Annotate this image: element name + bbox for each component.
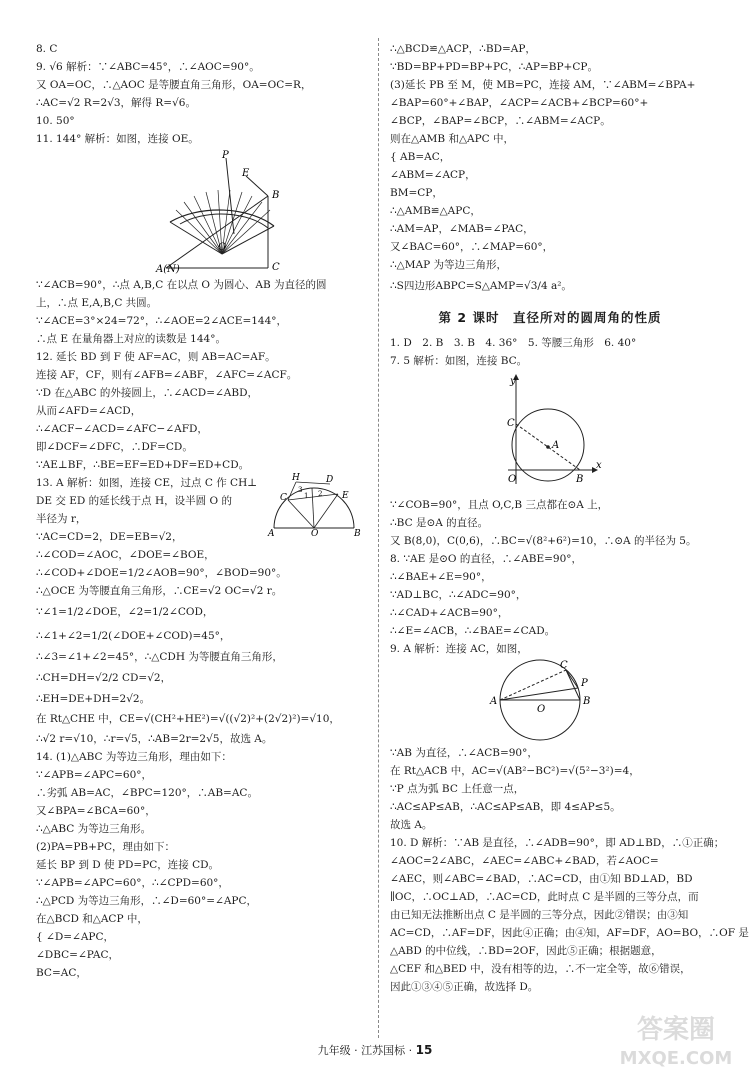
answer-line: 则在△AMB 和△APC 中， — [390, 133, 515, 145]
answer-line: ∴∠ACF−∠ACD=∠AFC−∠AFD， — [36, 423, 208, 435]
answer-line: ∠BAP=60°+∠BAP，∠ACP=∠ACB+∠BCP=60°+ — [390, 97, 649, 109]
answer-line: ∴△MAP 为等边三角形， — [390, 259, 507, 271]
answer-line: 即∠DCF=∠DFC，∴DF=CD。 — [36, 441, 193, 453]
answer-line: ∴∠BAE+∠E=90°， — [390, 571, 492, 583]
answer-line: 14. (1)△ABC 为等边三角形，理由如下： — [36, 751, 232, 763]
angle-1: 1 — [304, 492, 309, 500]
answer-line: 10. 50° — [36, 115, 75, 127]
label-x: x — [596, 460, 602, 471]
protractor-figure — [36, 150, 366, 275]
answer-line: ∠ABM=∠ACP， — [390, 169, 476, 181]
answer-line: 半径为 r， — [36, 513, 87, 525]
label-h: H — [292, 473, 300, 483]
answer-line: ∵P 点为弧 BC 上任意一点， — [390, 783, 525, 795]
answer-line: 因此①③④⑤正确，故选择 D。 — [390, 981, 539, 993]
answer-line: 1. D 2. B 3. B 4. 36° 5. 等腰三角形 6. 40° — [390, 337, 637, 349]
right-column — [390, 40, 749, 996]
answer-line: 12. 延长 BD 到 F 使 AF=AC，则 AB=AC=AF。 — [36, 351, 276, 363]
answer-line: ∵AB 为直径，∴∠ACB=90°， — [390, 747, 538, 759]
answer-line: 8. C — [36, 43, 58, 55]
answer-line: 10. D 解析：∵AB 是直径，∴∠ADB=90°，即 AD⊥BD，∴①正确； — [390, 837, 725, 849]
answer-line: { ∠D=∠APC， — [36, 931, 115, 943]
answer-line: ∵AD⊥BC，∴∠ADC=90°， — [390, 589, 527, 601]
answer-line: (3)延长 PB 至 M，使 MB=PC，连接 AM，∵∠ABM=∠BPA+ — [390, 79, 696, 91]
answer-line: ∴点 E 在量角器上对应的读数是 144°。 — [36, 333, 226, 345]
answer-line: 连接 AF，CF，则有∠AFB=∠ABF，∠AFC=∠ACF。 — [36, 369, 298, 381]
answer-line: ∴√2 r=√10，∴r=√5，∴AB=2r=2√5，故选 A。 — [36, 733, 273, 745]
answer-line: ∴△ABC 为等边三角形。 — [36, 823, 152, 835]
label-y: y — [510, 376, 516, 387]
answer-line: ∴∠CAD+∠ACB=90°， — [390, 607, 509, 619]
label-c: C — [280, 493, 287, 503]
answer-line: ∠AOC=2∠ABC，∠AEC=∠ABC+∠BAD，若∠AOC= — [390, 855, 659, 867]
answer-line: ∠DBC=∠PAC， — [36, 949, 119, 961]
section-title: 第 2 课时 直径所对的圆周角的性质 — [438, 310, 662, 325]
circle-diameter-figure — [390, 660, 710, 740]
answer-line: 又∠BAC=60°，∴∠MAP=60°， — [390, 241, 554, 253]
answer-line: ∴∠3=∠1+∠2=45°，∴△CDH 为等腰直角三角形， — [36, 651, 283, 663]
column-divider — [378, 38, 379, 1038]
answer-line: DE 交 ED 的延长线于点 H，设半圆 O 的 — [36, 495, 232, 507]
answer-line: ∴BC 是⊙A 的直径。 — [390, 517, 489, 529]
label-b: B — [583, 696, 591, 707]
answer-line: ∴△AMB≌△APC， — [390, 205, 481, 217]
answer-line: ∥OC，∴OC⊥AD，∴AC=CD，此时点 C 是半圆的三等分点，而 — [390, 891, 699, 903]
page-number: 15 — [415, 1043, 433, 1057]
answer-line: 9. A 解析：连接 AC，如图， — [390, 643, 528, 655]
answer-line: 故选 A。 — [390, 819, 433, 831]
answer-line: { AB=AC， — [390, 151, 451, 163]
label-e: E — [342, 491, 349, 501]
label-a: A — [490, 696, 498, 707]
answer-line: ∠BCP，∠BAP=∠BCP，∴∠ABM=∠ACP。 — [390, 115, 611, 127]
answer-line: ∠AEC，则∠ABC=∠BAD，∴AC=CD，由①知 BD⊥AD，BD — [390, 873, 693, 885]
answer-line: ∴S四边形ABPC=S△AMP=√3/4 a²。 — [390, 280, 572, 292]
angle-2: 2 — [318, 490, 323, 498]
label-p: P — [581, 678, 588, 689]
label-b: B — [354, 529, 361, 539]
answer-line: ∴劣弧 AB=AC，∠BPC=120°，∴AB=AC。 — [36, 787, 258, 799]
answer-line: 11. 144° 解析：如图，连接 OE。 — [36, 133, 199, 145]
answer-line: ∴AC=√2 R=2√3，解得 R=√6。 — [36, 97, 196, 109]
label-b: B — [576, 474, 584, 485]
label-e: E — [242, 168, 250, 179]
left-column — [36, 40, 366, 982]
answer-line: ∵∠ACB=90°，∴点 A,B,C 在以点 O 为圆心、AB 为直径的圆 — [36, 279, 327, 291]
label-o: O — [311, 529, 319, 539]
answer-line: 7. 5 解析：如图，连接 BC。 — [390, 355, 528, 367]
answer-line: ∴∠COD=∠AOC，∠DOE=∠BOE， — [36, 549, 215, 561]
answer-line: ∵D 在△ABC 的外接圆上，∴∠ACD=∠ABD， — [36, 387, 259, 399]
answer-line: ∵AE⊥BF，∴BE=EF=ED+DF=ED+CD。 — [36, 459, 250, 471]
answer-line: (2)PA=PB+PC，理由如下： — [36, 841, 176, 853]
answer-line: ∵BD=BP+PD=BP+PC，∴AP=BP+CP。 — [390, 61, 598, 73]
label-b: B — [272, 190, 280, 201]
semicircle-figure — [268, 470, 368, 539]
label-p: P — [222, 150, 229, 161]
label-c: C — [272, 262, 280, 273]
footer-text: 九年级 · 江苏国标 · — [317, 1044, 413, 1057]
answer-line: AC=CD，∴AF=DF，因此④正确；由④知，AF=DF，AO=BO，∴OF 是 — [390, 927, 749, 939]
answer-line: △CEF 和△BED 中，没有相等的边，∴不一定全等，故⑥错误， — [390, 963, 691, 975]
answer-line: ∴CH=DH=√2/2 CD=√2， — [36, 672, 172, 684]
answer-line: 13. A 解析：如图，连接 CE，过点 C 作 CH⊥ — [36, 477, 258, 489]
angle-3: 3 — [298, 486, 303, 494]
answer-line: 在 Rt△CHE 中，CE=√(CH²+HE²)=√((√2)²+(2√2)²)=√10， — [36, 713, 340, 725]
answer-line: 在 Rt△ACB 中，AC=√(AB²−BC²)=√(5²−3²)=4， — [390, 765, 640, 777]
answer-line: ∵∠APB=∠APC=60°，∴∠CPD=60°， — [36, 877, 229, 889]
watermark-logo — [606, 1006, 746, 1072]
answer-line: 在△BCD 和△ACP 中， — [36, 913, 148, 925]
label-d: D — [326, 475, 334, 485]
answer-line: ∴∠1+∠2=1/2(∠DOE+∠COD)=45°， — [36, 630, 231, 642]
label-c: C — [560, 660, 568, 671]
label-a: A(N) — [156, 264, 180, 275]
answer-line: 由已知无法推断出点 C 是半圆的三等分点，因此②错误；由③知 — [390, 909, 689, 921]
label-c: C — [507, 418, 515, 429]
answer-line: 从而∠AFD=∠ACD， — [36, 405, 142, 417]
answer-line: 8. ∵AE 是⊙O 的直径，∴∠ABE=90°， — [390, 553, 583, 565]
answer-line: 延长 BP 到 D 使 PD=PC，连接 CD。 — [36, 859, 220, 871]
answer-line: 9. √6 解析：∵∠ABC=45°，∴∠AOC=90°。 — [36, 61, 260, 73]
answer-line: ∴∠E=∠ACB，∴∠BAE=∠CAD。 — [390, 625, 556, 637]
answer-line: ∴EH=DE+DH=2√2。 — [36, 693, 151, 705]
answer-line: 又∠BPA=∠BCA=60°， — [36, 805, 156, 817]
answer-line: ∵∠1=1/2∠DOE，∠2=1/2∠COD， — [36, 606, 214, 618]
answer-line: ∴△OCE 为等腰直角三角形，∴CE=√2 OC=√2 r。 — [36, 585, 283, 597]
answer-line: ∵∠ACE=3°×24=72°，∴∠AOE=2∠ACE=144°， — [36, 315, 288, 327]
answer-line: △ABD 的中位线，∴BD=2OF，因此⑤正确；根据题意， — [390, 945, 662, 957]
label-o: O — [218, 242, 227, 253]
label-a: A — [268, 529, 275, 539]
coordinate-circle-figure — [390, 372, 710, 492]
answer-line: BM=CP， — [390, 187, 443, 199]
answer-line: ∴△PCD 为等边三角形，∴∠D=60°=∠APC， — [36, 895, 258, 907]
watermark-line2: MXQE.COM — [619, 1048, 733, 1069]
answer-line: 又 B(8,0)，C(0,6)，∴BC=√(8²+6²)=10，∴⊙A 的半径为 5。 — [390, 535, 697, 547]
label-o: O — [508, 474, 517, 485]
watermark-line1: 答案圈 — [636, 1015, 716, 1045]
label-a: A — [552, 440, 560, 451]
answer-line: BC=AC， — [36, 967, 87, 979]
answer-line: ∵AC=CD=2，DE=EB=√2， — [36, 531, 183, 543]
answer-line: ∴AM=AP，∠MAB=∠PAC， — [390, 223, 534, 235]
answer-line: ∴AC≤AP≤AB，∴AC≤AP≤AB，即 4≤AP≤5。 — [390, 801, 621, 813]
answer-line: 上，∴点 E,A,B,C 共圆。 — [36, 297, 158, 309]
label-o: O — [537, 704, 546, 715]
answer-line: 又 OA=OC，∴△AOC 是等腰直角三角形，OA=OC=R， — [36, 79, 312, 91]
answer-line: ∴△BCD≌△ACP，∴BD=AP， — [390, 43, 536, 55]
answer-line: ∵∠COB=90°，且点 O,C,B 三点都在⊙A 上， — [390, 499, 609, 511]
answer-line: ∴∠COD+∠DOE=1/2∠AOB=90°，∠BOD=90°。 — [36, 567, 287, 579]
answer-line: ∵∠APB=∠APC=60°， — [36, 769, 153, 781]
